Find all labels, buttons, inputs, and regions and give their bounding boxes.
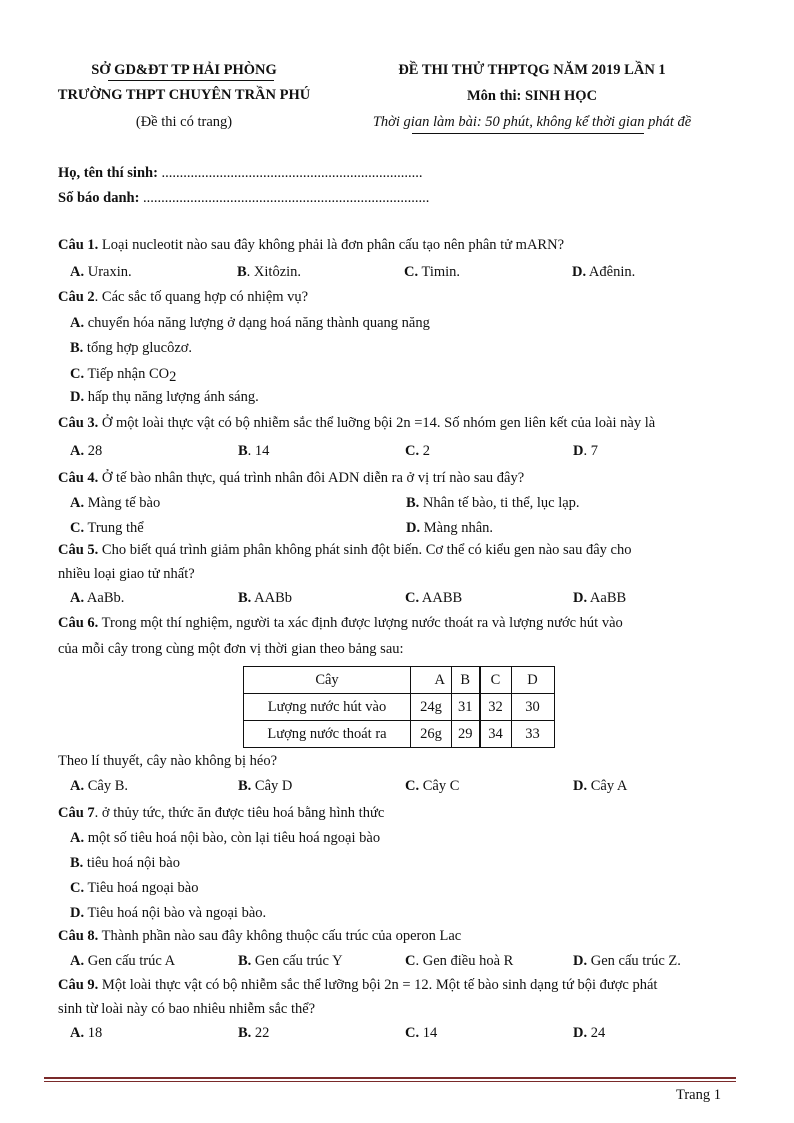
- footer-divider-thin: [44, 1081, 736, 1082]
- question-6: [58, 615, 623, 632]
- q9-option-b[interactable]: B. 22: [238, 1025, 270, 1041]
- table-cell: Lượng nước thoát ra: [244, 721, 411, 748]
- q3-option-a[interactable]: A. 28: [70, 443, 103, 459]
- q7-option-a[interactable]: A. một số tiêu hoá nội bào, còn lại tiêu hoá ngoại bào: [70, 830, 381, 846]
- q2-option-c[interactable]: C. Tiếp nhận CO2: [70, 366, 177, 385]
- q9-option-d[interactable]: D. 24: [573, 1025, 606, 1041]
- q8-option-c[interactable]: C. Gen điều hoà R: [405, 953, 514, 969]
- q4-option-c[interactable]: C. Trung thể: [70, 520, 144, 536]
- q5-option-d[interactable]: D. AaBB: [573, 590, 627, 606]
- question-6-text: Trong một thí nghiệm, người ta xác định được lượng nước thoát ra và lượng nước hút vào: [98, 615, 623, 631]
- table-header-cell: Cây: [244, 667, 411, 694]
- question-7-text: . ở thủy tức, thức ăn được tiêu hoá bằng hình thức: [94, 805, 385, 821]
- question-9-number: Câu 9.: [58, 977, 99, 993]
- question-1-text: Loại nucleotit nào sau đây không phải là đơn phân cấu tạo nên phân tử mARN?: [98, 237, 565, 253]
- table-cell: 26g: [411, 721, 452, 748]
- candidate-id-field[interactable]: ...............................................................................: [143, 190, 430, 206]
- question-5: [58, 542, 632, 559]
- q7-option-b[interactable]: B. tiêu hoá nội bào: [70, 855, 180, 871]
- table-cell: Lượng nước hút vào: [244, 694, 411, 721]
- candidate-id-row: [58, 190, 429, 207]
- question-2-text: . Các sắc tố quang hợp có nhiệm vụ?: [94, 289, 309, 305]
- question-8-number: Câu 8.: [58, 928, 99, 944]
- q8-option-a[interactable]: A. Gen cấu trúc A: [70, 953, 176, 969]
- q4-option-a[interactable]: A. Màng tế bào: [70, 495, 161, 511]
- q2-option-d[interactable]: D. hấp thụ năng lượng ánh sáng.: [70, 389, 259, 405]
- header-underline-left: [108, 80, 274, 81]
- question-5-number: Câu 5.: [58, 542, 99, 558]
- q6-option-b[interactable]: B. Cây D: [238, 778, 293, 794]
- q1-option-d[interactable]: D. Ađênin.: [572, 264, 636, 280]
- question-7-number: Câu 7: [58, 805, 95, 821]
- header-pages-note: (Đề thi có trang): [135, 114, 233, 130]
- question-5-text: Cho biết quá trình giảm phân không phát sinh đột biến. Cơ thể có kiểu gen nào sau đây cho: [98, 542, 632, 558]
- table-cell: 30: [511, 694, 554, 721]
- q1-option-b[interactable]: B. Xitôzin.: [237, 264, 302, 280]
- question-3-text: Ở một loài thực vật có bộ nhiễm sắc thể luỡng bội 2n =14. Số nhóm gen liên kết của loài này là: [98, 415, 656, 431]
- table-cell: 32: [480, 694, 512, 721]
- table-cell: 29: [452, 721, 480, 748]
- table-cell: 33: [511, 721, 554, 748]
- candidate-name-row: [58, 165, 423, 182]
- question-4-text: Ở tế bào nhân thực, quá trình nhân đôi ADN diễn ra ở vị trí nào sau đây?: [98, 470, 525, 486]
- question-8-text: Thành phần nào sau đây không thuộc cấu trúc của operon Lac: [98, 928, 462, 944]
- header-school: TRƯỜNG THPT CHUYÊN TRẦN PHÚ: [57, 87, 311, 103]
- question-1: [58, 237, 564, 254]
- header-exam-title: ĐỀ THI THỬ THPTQG NĂM 2019 LẦN 1: [398, 62, 666, 78]
- q3-option-d[interactable]: D. 7: [573, 443, 598, 459]
- footer-divider: [44, 1077, 736, 1079]
- candidate-name-label: Họ, tên thí sinh:: [58, 165, 158, 181]
- table-row: [244, 694, 555, 721]
- table-header-cell: C: [480, 667, 512, 694]
- q5-option-a[interactable]: A. AaBb.: [70, 590, 125, 606]
- table-cell: 34: [480, 721, 512, 748]
- q1-option-a[interactable]: A. Uraxin.: [70, 264, 132, 280]
- question-7: [58, 805, 384, 822]
- question-4-number: Câu 4.: [58, 470, 99, 486]
- q6-option-a[interactable]: A. Cây B.: [70, 778, 129, 794]
- table-cell: 31: [452, 694, 480, 721]
- page-number: Trang 1: [676, 1087, 721, 1103]
- header-time-limit: Thời gian làm bài: 50 phút, không kể thời gian phát đề: [372, 114, 692, 130]
- candidate-id-label: Số báo danh:: [58, 190, 140, 206]
- question-9: [58, 977, 657, 994]
- q6-option-c[interactable]: C. Cây C: [405, 778, 460, 794]
- question-9-text-cont: sinh từ loài này có bao nhiêu nhiễm sắc thể?: [58, 1001, 316, 1017]
- question-4: [58, 470, 524, 487]
- table-header-row: [244, 667, 555, 694]
- question-2-number: Câu 2: [58, 289, 95, 305]
- q7-option-c[interactable]: C. Tiêu hoá ngoại bào: [70, 880, 199, 896]
- question-1-number: Câu 1.: [58, 237, 99, 253]
- header-subject: Môn thi: SINH HỌC: [466, 88, 598, 104]
- q5-option-c[interactable]: C. AABB: [405, 590, 463, 606]
- q1-option-c[interactable]: C. Timin.: [404, 264, 461, 280]
- header-department: SỞ GD&ĐT TP HẢI PHÒNG: [91, 62, 277, 78]
- table-header-cell: A: [411, 667, 452, 694]
- q2-option-b[interactable]: B. tổng hợp glucôzơ.: [70, 340, 193, 356]
- candidate-name-field[interactable]: ........................................................................: [161, 165, 423, 181]
- q5-option-b[interactable]: B. AABb: [238, 590, 292, 606]
- q7-option-d[interactable]: D. Tiêu hoá nội bào và ngoại bào.: [70, 905, 267, 921]
- table-header-cell: D: [511, 667, 554, 694]
- q6-option-d[interactable]: D. Cây A: [573, 778, 628, 794]
- q9-option-c[interactable]: C. 14: [405, 1025, 438, 1041]
- q9-option-a[interactable]: A. 18: [70, 1025, 103, 1041]
- header-underline-right: [412, 133, 644, 134]
- q3-option-c[interactable]: C. 2: [405, 443, 430, 459]
- q8-option-b[interactable]: B. Gen cấu trúc Y: [238, 953, 343, 969]
- question-5-text-cont: nhiều loại giao tử nhất?: [58, 566, 195, 582]
- q3-option-b[interactable]: B. 14: [238, 443, 270, 459]
- question-6-text-cont: của mỗi cây trong cùng một đơn vị thời gian theo bảng sau:: [58, 641, 404, 657]
- q4-option-d[interactable]: D. Màng nhân.: [406, 520, 493, 536]
- table-cell: 24g: [411, 694, 452, 721]
- water-table: [243, 666, 555, 748]
- question-3: [58, 415, 655, 432]
- question-6-number: Câu 6.: [58, 615, 99, 631]
- question-8: [58, 928, 461, 945]
- q2-option-a[interactable]: A. chuyển hóa năng lượng ở dạng hoá năng thành quang năng: [70, 315, 430, 331]
- q4-option-b[interactable]: B. Nhân tế bào, ti thể, lục lạp.: [406, 495, 580, 511]
- table-header-cell: B: [452, 667, 480, 694]
- question-2: [58, 289, 308, 306]
- question-6-prompt: Theo lí thuyết, cây nào không bị héo?: [58, 753, 278, 769]
- question-9-text: Một loài thực vật có bộ nhiễm sắc thể lưỡng bội 2n = 12. Một tế bào sinh dạng tứ bội được phát: [98, 977, 658, 993]
- question-3-number: Câu 3.: [58, 415, 99, 431]
- table-row: [244, 721, 555, 748]
- q8-option-d[interactable]: D. Gen cấu trúc Z.: [573, 953, 681, 969]
